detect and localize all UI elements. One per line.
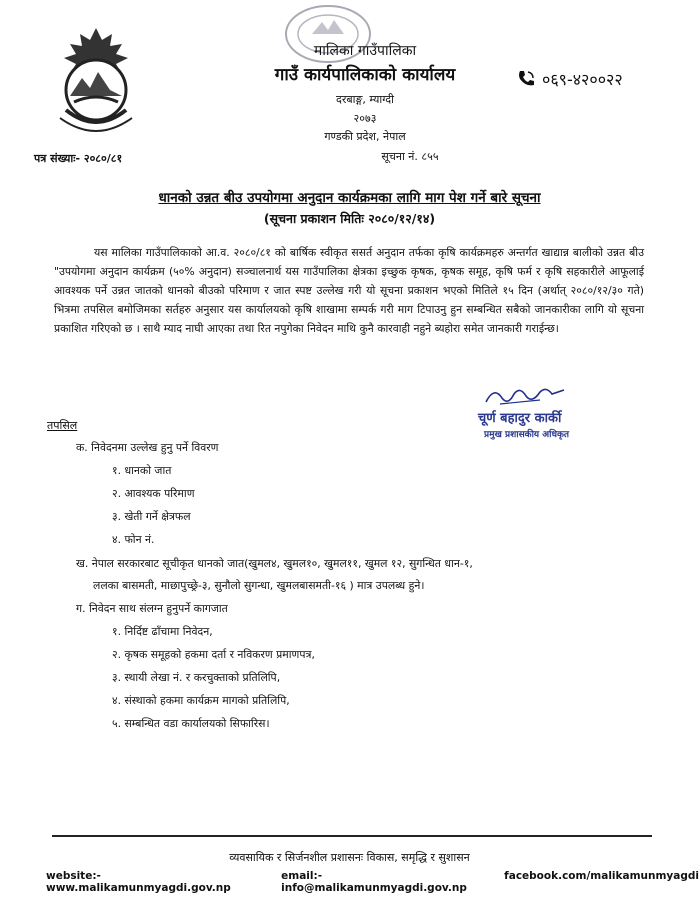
list-item: ३. स्थायी लेखा नं. र करचुक्ताको प्रतिलिपि, [112,671,281,684]
list-item: २. आवश्यक परिमाण [112,487,195,500]
section-ga: ग. निवेदन साथ संलग्न हुनुपर्ने कागजात [76,602,228,615]
notice-number: सूचना नं. ८५५ [381,150,439,163]
signatory-title: प्रमुख प्रशासकीय अधिकृत [484,430,570,440]
phone-icon [516,69,536,89]
list-item: ५. सम्बन्धित वडा कार्यालयको सिफारिस। [112,717,270,730]
province: गण्डकी प्रदेश, नेपाल [324,130,406,143]
footer-divider [52,835,652,837]
phone-number: ०६९-४२००२२ [542,70,623,89]
office-name: गाउँ कार्यपालिकाको कार्यालय [274,65,456,85]
nepal-emblem-logo [52,22,140,134]
footer-slogan: व्यवसायिक र सिर्जनशील प्रशासनः विकास, समृद्धि र सुशासन [229,851,470,864]
section-kha-continued: ललका बासमती, माछापुच्छ्रे-३, सुनौलो सुगन्धा, खुमलबासमती-१६ ) मात्र उपलब्ध हुने। [93,579,425,592]
office-location: दरबाङ्ग, म्याग्दी [335,93,394,106]
phone-contact [516,68,623,90]
list-item: १. धानको जात [112,464,172,477]
signature-block [470,382,590,444]
email-link[interactable]: email:-info@malikamunmyagdi.gov.np [281,870,467,894]
notice-body [54,243,644,338]
section-kha: ख. नेपाल सरकारबाट सूचीकृत धानको जात(खुमल४, खुमल१०, खुमल११, खुमल १२, सुगन्धित धान-१, [76,557,473,570]
footer-contacts [46,870,699,894]
list-item: १. निर्दिष्ट ढाँचामा निवेदन, [112,625,213,638]
facebook-link[interactable]: facebook.com/malikamunmyagdi [504,870,699,882]
tapsil-heading: तपसिल [47,419,78,432]
section-ka: क. निवेदनमा उल्लेख हुनु पर्ने विवरण [76,441,219,454]
list-item: ४. फोन नं. [112,533,155,546]
publish-date: (सूचना प्रकाशन मितिः २०८०/१२/१४) [263,211,436,226]
municipality-name: मालिका गाउँपालिका [313,43,417,59]
website-link[interactable]: website:-www.malikamunmyagdi.gov.np [46,870,231,894]
signatory-name: चूर्ण बहादुर कार्की [478,411,562,426]
reference-number: पत्र संख्याः- २०८०/८१ [34,152,123,165]
established-year: २०७३ [353,112,377,125]
list-item: ३. खेती गर्ने क्षेत्रफल [112,510,191,523]
list-item: ४. संस्थाको हकमा कार्यक्रम मागको प्रतिलिपि, [112,694,290,707]
body-paragraph: यस मालिका गाउँपालिकाको आ.व. २०८०/८१ को बार्षिक स्वीकृत ससर्त अनुदान तर्फका कृषि कार्यक्रमहरु अन्तर्गत खाद्यान्न बालीको उन्नत बीउ "उपयोगमा अनुदान कार्यक्रम (५०% अनुदान) सञ्चालनार्थ यस गाउँपालिका क्षेत्रका इच्छुक कृषक, कृषक समूह, कृषि फर्म र कृषि सहकारीले आफूलाई आवश्यक पर्ने उन्नत जातको धानको बीउको परिमाण र जात स्पष्ट उल्लेख गरी यो सूचना प्रकाशन भएको मितिले १५ दिन (अर्थात् २०८०/१२/३० गते) भित्रमा तपसिल बमोजिमका सर्तहरु अनुसार यस कार्यालयको कृषि शाखामा सम्पर्क गरी माग टिपाउनु हुन सम्बन्धित सबैको जानकारीका लागि यो सूचना प्रकाशित गरिएको छ । साथै म्याद नाघी आएका तथा रित नपुगेका निवेदन माथि कुनै कारवाही नहुने ब्यहोरा समेत जानकारी गराईन्छ। [54,246,644,335]
list-item: २. कृषक समूहको हकमा दर्ता र नविकरण प्रमाणपत्र, [112,648,315,661]
notice-title: धानको उन्नत बीउ उपयोगमा अनुदान कार्यक्रमका लागि माग पेश गर्ने बारे सूचना [158,190,541,206]
